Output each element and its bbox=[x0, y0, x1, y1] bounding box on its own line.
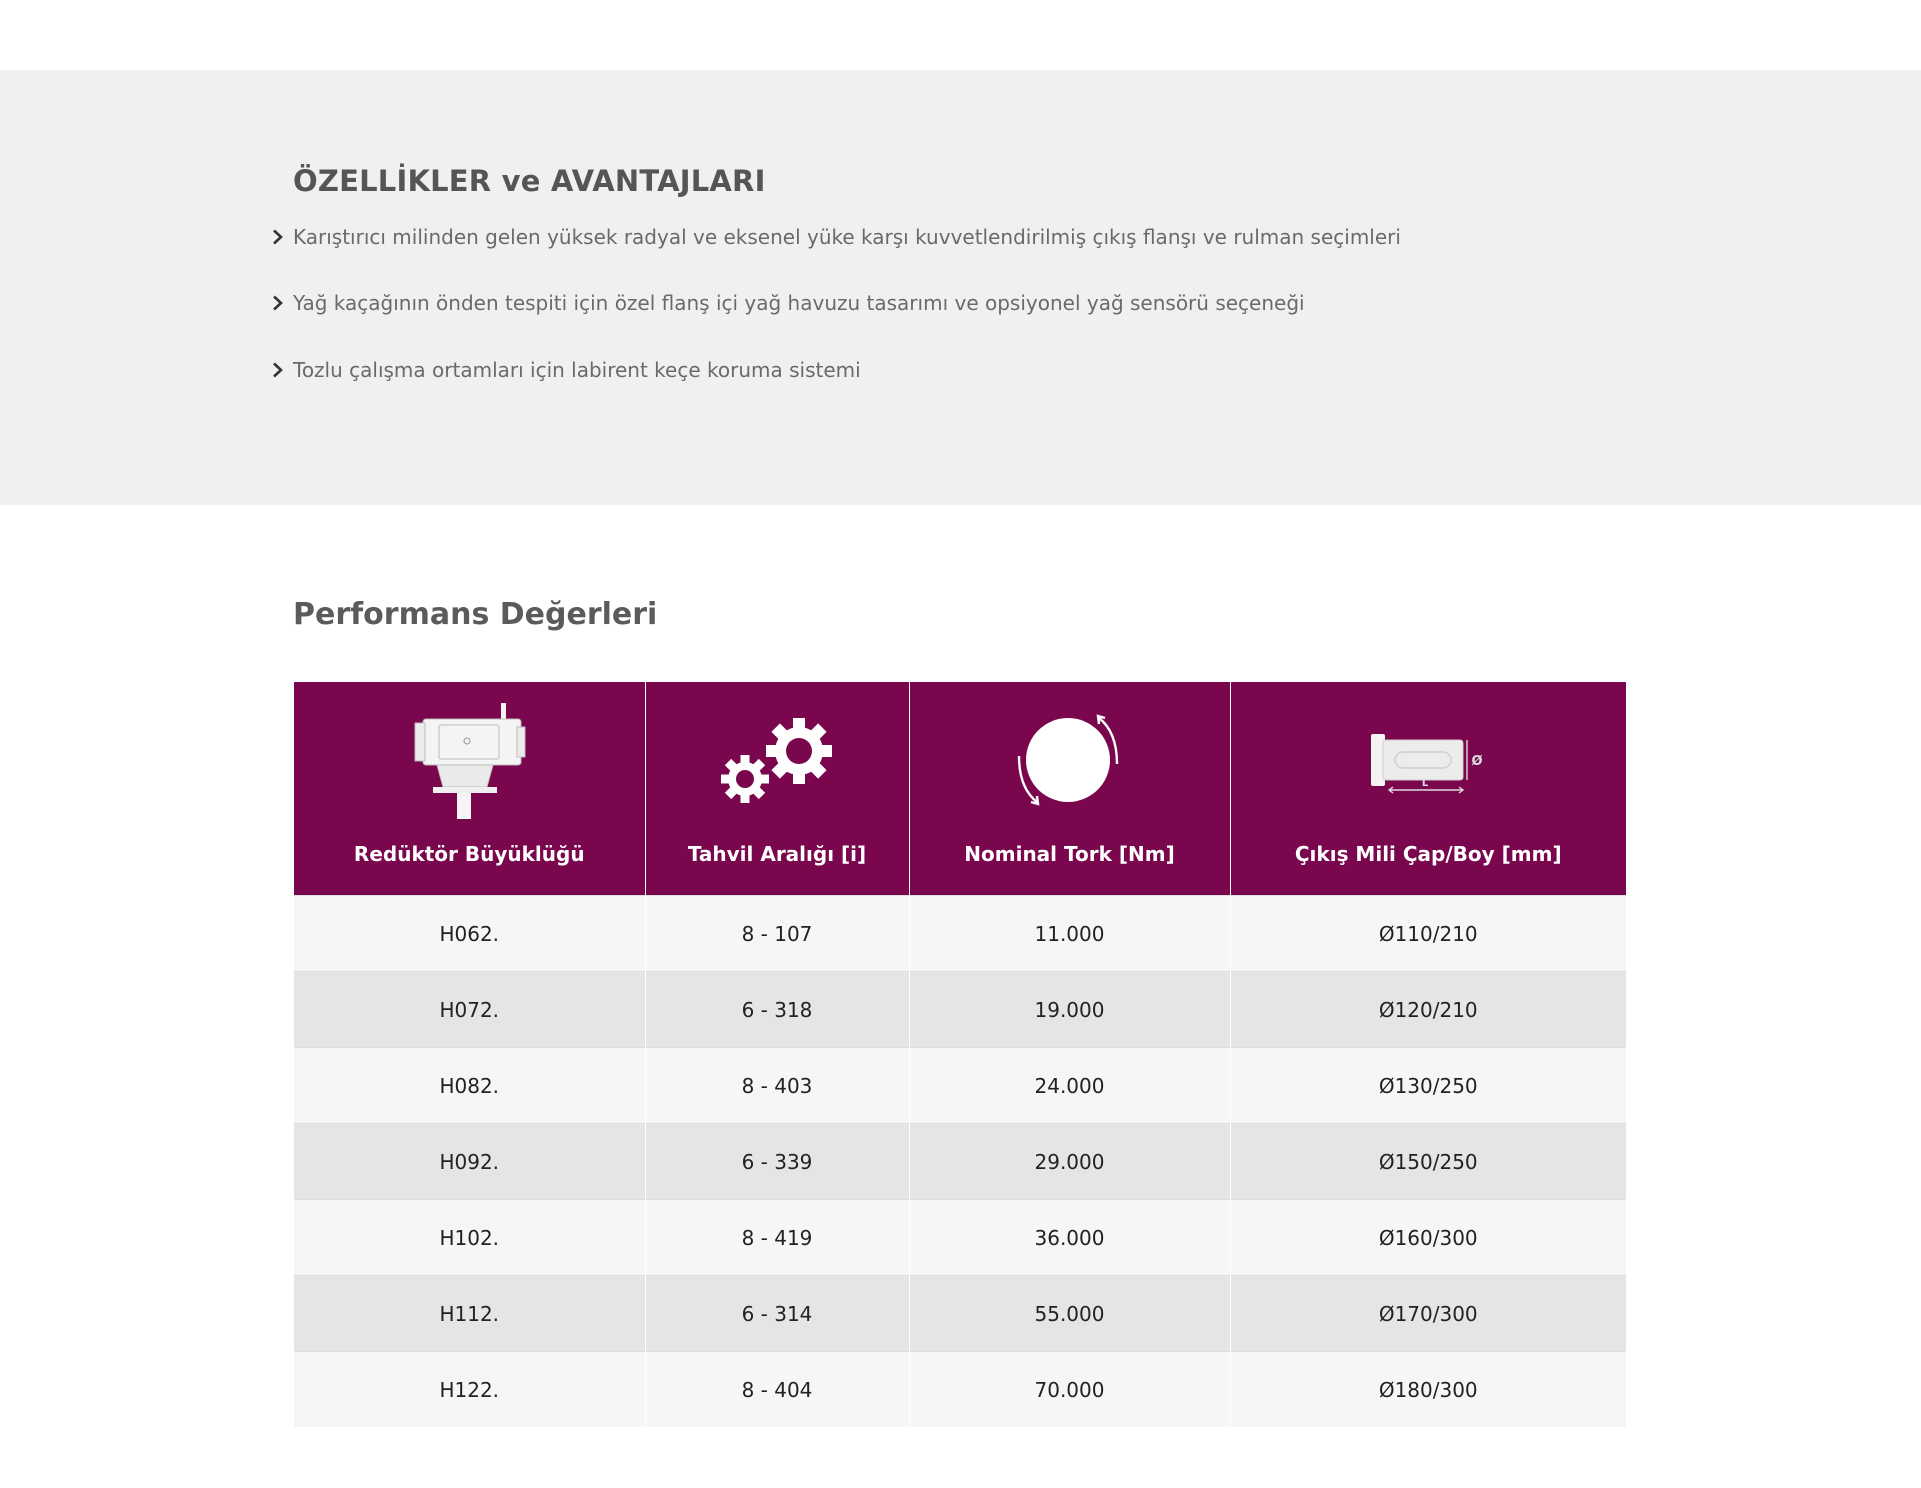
cell-ratio: 8 - 107 bbox=[645, 896, 909, 972]
cell-ratio: 6 - 318 bbox=[645, 972, 909, 1048]
cell-torque: 55.000 bbox=[909, 1276, 1230, 1352]
table-row bbox=[294, 1124, 1626, 1200]
table-row bbox=[294, 1200, 1626, 1276]
performance-title: Performans Değerleri bbox=[293, 597, 658, 632]
table-row bbox=[294, 1276, 1626, 1352]
table-row bbox=[294, 972, 1626, 1048]
column-header-label: Tahvil Aralığı [i] bbox=[687, 842, 867, 866]
cell-ratio: 8 - 419 bbox=[645, 1200, 909, 1276]
feature-text: Tozlu çalışma ortamları için labirent keçe koruma sistemi bbox=[293, 358, 861, 382]
shaft-icon bbox=[1231, 702, 1627, 817]
gears-icon bbox=[646, 702, 909, 817]
table-header-row bbox=[294, 682, 1626, 896]
gearbox-icon bbox=[294, 702, 645, 817]
column-header-label: Çıkış Mili Çap/Boy [mm] bbox=[1294, 842, 1562, 866]
chevron-right-icon bbox=[272, 229, 293, 245]
column-header-size bbox=[294, 682, 645, 896]
feature-item bbox=[272, 291, 1305, 315]
cell-size: H092. bbox=[294, 1124, 645, 1200]
cell-size: H082. bbox=[294, 1048, 645, 1124]
column-header-shaft bbox=[1230, 682, 1626, 896]
feature-item bbox=[272, 358, 861, 382]
cell-size: H062. bbox=[294, 896, 645, 972]
cell-torque: 11.000 bbox=[909, 896, 1230, 972]
feature-text: Karıştırıcı milinden gelen yüksek radyal ve eksenel yüke karşı kuvvetlendirilmiş çıkış flanşı ve rulman seçimleri bbox=[293, 225, 1401, 249]
cell-torque: 19.000 bbox=[909, 972, 1230, 1048]
cell-shaft: Ø170/300 bbox=[1230, 1276, 1626, 1352]
cell-shaft: Ø130/250 bbox=[1230, 1048, 1626, 1124]
chevron-right-icon bbox=[272, 295, 293, 311]
cell-size: H072. bbox=[294, 972, 645, 1048]
performance-table bbox=[294, 682, 1626, 1427]
cell-ratio: 8 - 403 bbox=[645, 1048, 909, 1124]
table-row bbox=[294, 1352, 1626, 1428]
cell-ratio: 6 - 339 bbox=[645, 1124, 909, 1200]
table-row bbox=[294, 1048, 1626, 1124]
cell-torque: 70.000 bbox=[909, 1352, 1230, 1428]
shaft-length-label: L bbox=[1422, 777, 1429, 789]
features-title: ÖZELLİKLER ve AVANTAJLARI bbox=[293, 164, 766, 198]
shaft-diameter-label: Ø bbox=[1471, 753, 1483, 769]
column-header-label: Nominal Tork [Nm] bbox=[964, 842, 1175, 866]
torque-icon bbox=[910, 702, 1230, 817]
cell-shaft: Ø160/300 bbox=[1230, 1200, 1626, 1276]
cell-shaft: Ø110/210 bbox=[1230, 896, 1626, 972]
chevron-right-icon bbox=[272, 362, 293, 378]
table-row bbox=[294, 896, 1626, 972]
cell-torque: 24.000 bbox=[909, 1048, 1230, 1124]
feature-text: Yağ kaçağının önden tespiti için özel flanş içi yağ havuzu tasarımı ve opsiyonel yağ sensörü seçeneği bbox=[293, 291, 1305, 315]
cell-ratio: 6 - 314 bbox=[645, 1276, 909, 1352]
cell-shaft: Ø120/210 bbox=[1230, 972, 1626, 1048]
features-section bbox=[0, 70, 1921, 505]
cell-size: H112. bbox=[294, 1276, 645, 1352]
feature-item bbox=[272, 225, 1401, 249]
cell-torque: 36.000 bbox=[909, 1200, 1230, 1276]
cell-ratio: 8 - 404 bbox=[645, 1352, 909, 1428]
cell-shaft: Ø180/300 bbox=[1230, 1352, 1626, 1428]
column-header-ratio bbox=[645, 682, 909, 896]
column-header-label: Redüktör Büyüklüğü bbox=[353, 842, 585, 866]
cell-shaft: Ø150/250 bbox=[1230, 1124, 1626, 1200]
cell-size: H102. bbox=[294, 1200, 645, 1276]
cell-torque: 29.000 bbox=[909, 1124, 1230, 1200]
cell-size: H122. bbox=[294, 1352, 645, 1428]
column-header-torque bbox=[909, 682, 1230, 896]
